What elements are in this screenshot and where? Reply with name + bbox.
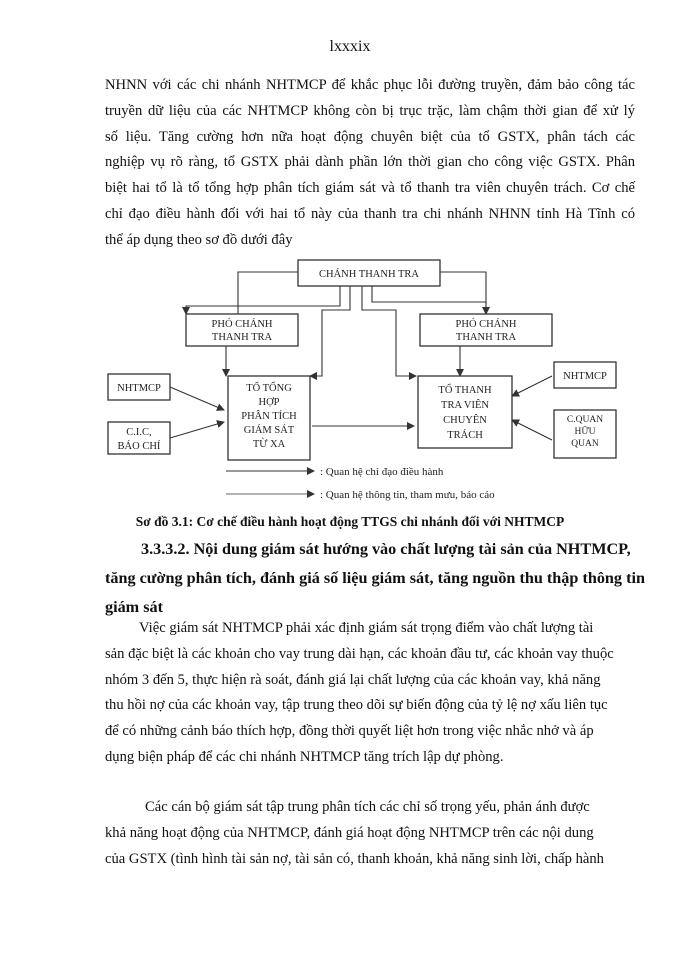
text-line: để có những cảnh báo thích hợp, đồng thời quyết liệt hơn trong việc nhắc nhở và áp <box>105 723 594 740</box>
related-line2: HỮU <box>574 427 596 437</box>
team-right-line4: TRÁCH <box>447 430 483 441</box>
text-line: nhóm 3 đến 5, thực hiện rà soát, đánh giá lại chất lượng của các khoản vay, khả năng <box>105 671 601 688</box>
text-line: Việc giám sát NHTMCP phải xác định giám sát trọng điểm vào chất lượng tài <box>139 620 594 636</box>
deputy-right-line1: PHÓ CHÁNH <box>455 319 517 330</box>
related-line3: QUAN <box>571 439 599 449</box>
text-line: thể áp dụng theo sơ đồ dưới đây <box>105 231 293 248</box>
nhtmcp-right-box: NHTMCP <box>563 371 607 382</box>
text-line: số liệu. Tăng cường hơn nữa hoạt động chuyên biệt của tổ GSTX, phân tách các <box>105 128 635 145</box>
team-left-line5: TỪ XA <box>252 439 286 450</box>
section-heading <box>105 535 645 622</box>
org-diagram <box>100 250 630 508</box>
text-line: truyền dữ liệu của các NHTMCP không còn bị trục trặc, làm chậm thời gian để xử lý <box>105 102 635 119</box>
text-line: sản đặc biệt là các khoản cho vay trung dài hạn, các khoản đầu tư, các khoản vay thuộc <box>105 645 614 662</box>
text-line: biệt hai tổ là tổ tổng hợp phân tích giám sát và tổ thanh tra viên chuyên trách. Cơ chế <box>105 180 635 197</box>
team-right-line2: TRA VIÊN <box>441 400 489 411</box>
page-number: lxxxix <box>329 38 371 55</box>
team-left-line1: TỔ TỔNG <box>246 383 292 394</box>
heading-line: giám sát <box>105 598 163 616</box>
heading-line: 3.3.3.2. Nội dung giám sát hướng vào chất lượng tài sản của NHTMCP, <box>141 540 631 558</box>
text-line: chỉ đạo điều hành đối với hai tổ này của thanh tra chi nhánh NHNN tỉnh Hà Tĩnh có <box>105 205 635 222</box>
deputy-left-line1: PHÓ CHÁNH <box>211 319 273 330</box>
team-left-line2: HỢP <box>258 397 280 408</box>
nhtmcp-left-box: NHTMCP <box>117 383 161 394</box>
text-line: của GSTX (tình hình tài sản nợ, tài sản có, thanh khoản, khả năng sinh lời, chấp hành <box>105 850 604 867</box>
diagram-caption: Sơ đồ 3.1: Cơ chế điều hành hoạt động TTGS chi nhánh đối với NHTMCP <box>135 514 565 529</box>
text-line: NHNN với các chi nhánh NHTMCP để khắc phục lỗi đường truyền, đảm bảo công tác <box>105 77 635 93</box>
cic-line2: BÁO CHÍ <box>117 441 161 452</box>
text-line: nghiệp vụ rõ ràng, tổ GSTX phải dành phần lớn thời gian cho công việc GSTX. Phân <box>105 154 635 171</box>
text-line: khả năng hoạt động của NHTMCP, đánh giá hoạt động NHTMCP trên các nội dung <box>105 824 594 841</box>
legend-info: : Quan hệ thông tin, tham mưu, báo cáo <box>320 489 495 501</box>
body-paragraph-1 <box>105 616 635 771</box>
team-right-line3: CHUYÊN <box>443 415 487 426</box>
related-line1: C.QUAN <box>566 415 604 425</box>
cic-line1: C.I.C, <box>126 427 152 438</box>
heading-line: tăng cường phân tích, đánh giá số liệu giám sát, tăng nguồn thu thập thông tin <box>105 569 645 587</box>
text-line: dụng biện pháp để các chi nhánh NHTMCP tăng trích lập dự phòng. <box>105 748 504 765</box>
text-line: thu hồi nợ của các khoản vay, tập trung theo dõi sự biến động của tỷ lệ nợ xấu liên tục <box>105 697 608 714</box>
intro-paragraph <box>105 73 635 254</box>
team-left-line4: GIÁM SÁT <box>243 425 295 436</box>
team-right-line1: TỔ THANH <box>438 385 492 396</box>
chief-inspector-box: CHÁNH THANH TRA <box>319 269 419 280</box>
deputy-right-line2: THANH TRA <box>455 332 517 343</box>
deputy-left-line2: THANH TRA <box>211 332 273 343</box>
body-paragraph-2 <box>105 795 635 872</box>
team-left-line3: PHÂN TÍCH <box>241 411 297 422</box>
legend-direct: : Quan hệ chỉ đạo điều hành <box>320 466 444 478</box>
text-line: Các cán bộ giám sát tập trung phân tích các chỉ số trọng yếu, phản ánh được <box>145 799 590 815</box>
